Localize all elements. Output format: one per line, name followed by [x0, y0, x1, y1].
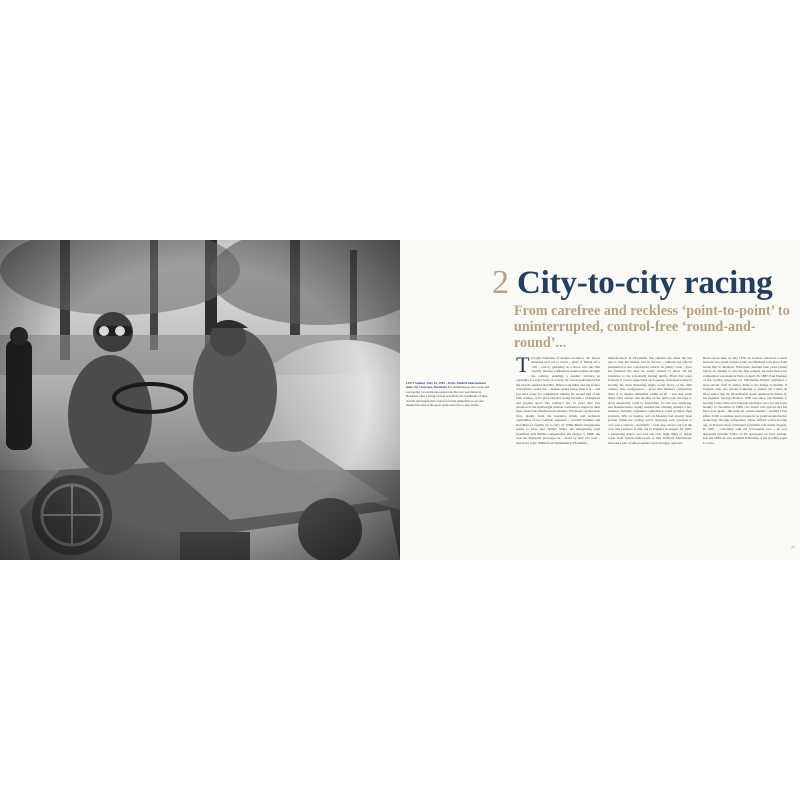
chapter-title: City-to-city racing: [517, 265, 773, 301]
drop-cap: T: [516, 352, 530, 377]
caption-lead: LEFT Sunday, May 24, 1903 – Paris–Madrid international inter-city road race, Bordeaux: [406, 381, 486, 390]
body-column-2: Manufacturers in Pforzheim. She claimed she made the trip just to visit her mother, but its success – without any official permission to use a motorised vehicle on public roads – gave her husband the kick he sorely needed to show off his invention to the potentially buying public. From that point forward, it can be argued that such speedy, motorised transport became the most liberating single social factor of the 20th century. One consequence – given that human's competitive drive is so deeply embedded within us all – was that when many early owners met another on the open road, the urge to show superiority could be irresistible. To win was satisfying, and manufacturers rapidly realised that winning perhaps a pre-planned, formally organised competition could promote their products. Win on Sunday, sell on Monday had already been proven within the cycling world. Applying such practices to cars was a natural – inevitable – next step. Stress can fell the way. The evidence is thin, but in England on August 30, 1867, a pioneering match race was run over eight miles of public roads from Ashton-under-Lyne to Old Trafford, Manchester, between a pair of self-propelled road carriages, opposed.: [608, 356, 692, 445]
book-spread: [0, 240, 800, 560]
race-photo: [0, 240, 400, 560]
page-number: 77: [791, 545, 795, 550]
chapter-subtitle: From carefree and reckless ‘point-to-point’ to uninterrupted, control-free ‘round-and-round’...: [514, 303, 790, 351]
chapter-heading: [492, 264, 773, 302]
body-column-3: Hence more later, in July 1878, an isolated American contest between two steam wagons (only one finished) took place from Green Bay to Madison, Wisconsin. Another nine years passed before an attempt to run the first reliably reported motor-car competition was made in Paris on April 20, 1887. Paul Faussier of the cycling magazine Le Vélocipède Illustré organised a short circuit from St James, Paris to the bridge at Neuilly. It flopped, only one entrant bothering to attend: the Comte de Dion with a tiny De Dion-Bouton steam quadricycle driven by his engineer Georges Bouton. With one entry, one finisher, it became a mere time trial. Faussier persisted, ran a second event Neuilly to Versailles in 1888, two steam cars arrived and De Dion won again – this time 'on a three-wheeler – beating a fast pillar. It fell to another press proprietor to promote automotive technology through competition. Pierre Giffard would become one of France's most celebrated journalists and media moguls. In 1887 – coinciding with the Vélocipède race – he was appointed dynamic Editor of the newspaper Le Petit Journal. Into the 1890s he also assumed Editorship of the sporting paper Le Vélo.: [703, 356, 787, 445]
body-column-1: [516, 352, 600, 445]
chapter-number: 2: [492, 264, 509, 301]
photo-caption: [406, 381, 490, 407]
body-column-1-text: hrough millennia of human evolution, the fastest mankind ever got to travel – short of falling off a cliff – was by galloping on a horse. Into the 19th century, internal combustion steam engines brought the railway, enabling a seismic advance in capability for every level of society. At a more individual level the bicycle sparked mobility. Riders took bikes and ran from a conveyance; pedal two – human nature being what it is – and you have scope for competition. During the second half of the 19th century, cycle (and tricycle) racing became a widespread and popular sport. The century's last 15 years then saw adoption of the lightweight internal combustion engine in their three- then four-wheeled road vehicles. The motor car had been born, mainly from the inventive minds and technical capabilities of two German engineers – Gottlieb Daimler and Karl Benz (a capable car to carry it). While Benz's imagination seems to have had distinct limits, his enterprising (and beautiful) wife Bertha compensated. On August 5, 1888, she took her husband's prototype car – aided by their two sons – and drove it the 106km from Mannheim to Pforzheim.: [516, 356, 600, 445]
race-photo-image: [0, 240, 400, 560]
caption-text: For simultaneous race-cycle and road-going car on the one open road, the race was halted at Bordeaux after a string of fatal accidents; the conditions of dust, crowds and unguarded roads forced the authorities to act and marked the end of the great open-road city-to-city events.: [406, 385, 490, 408]
